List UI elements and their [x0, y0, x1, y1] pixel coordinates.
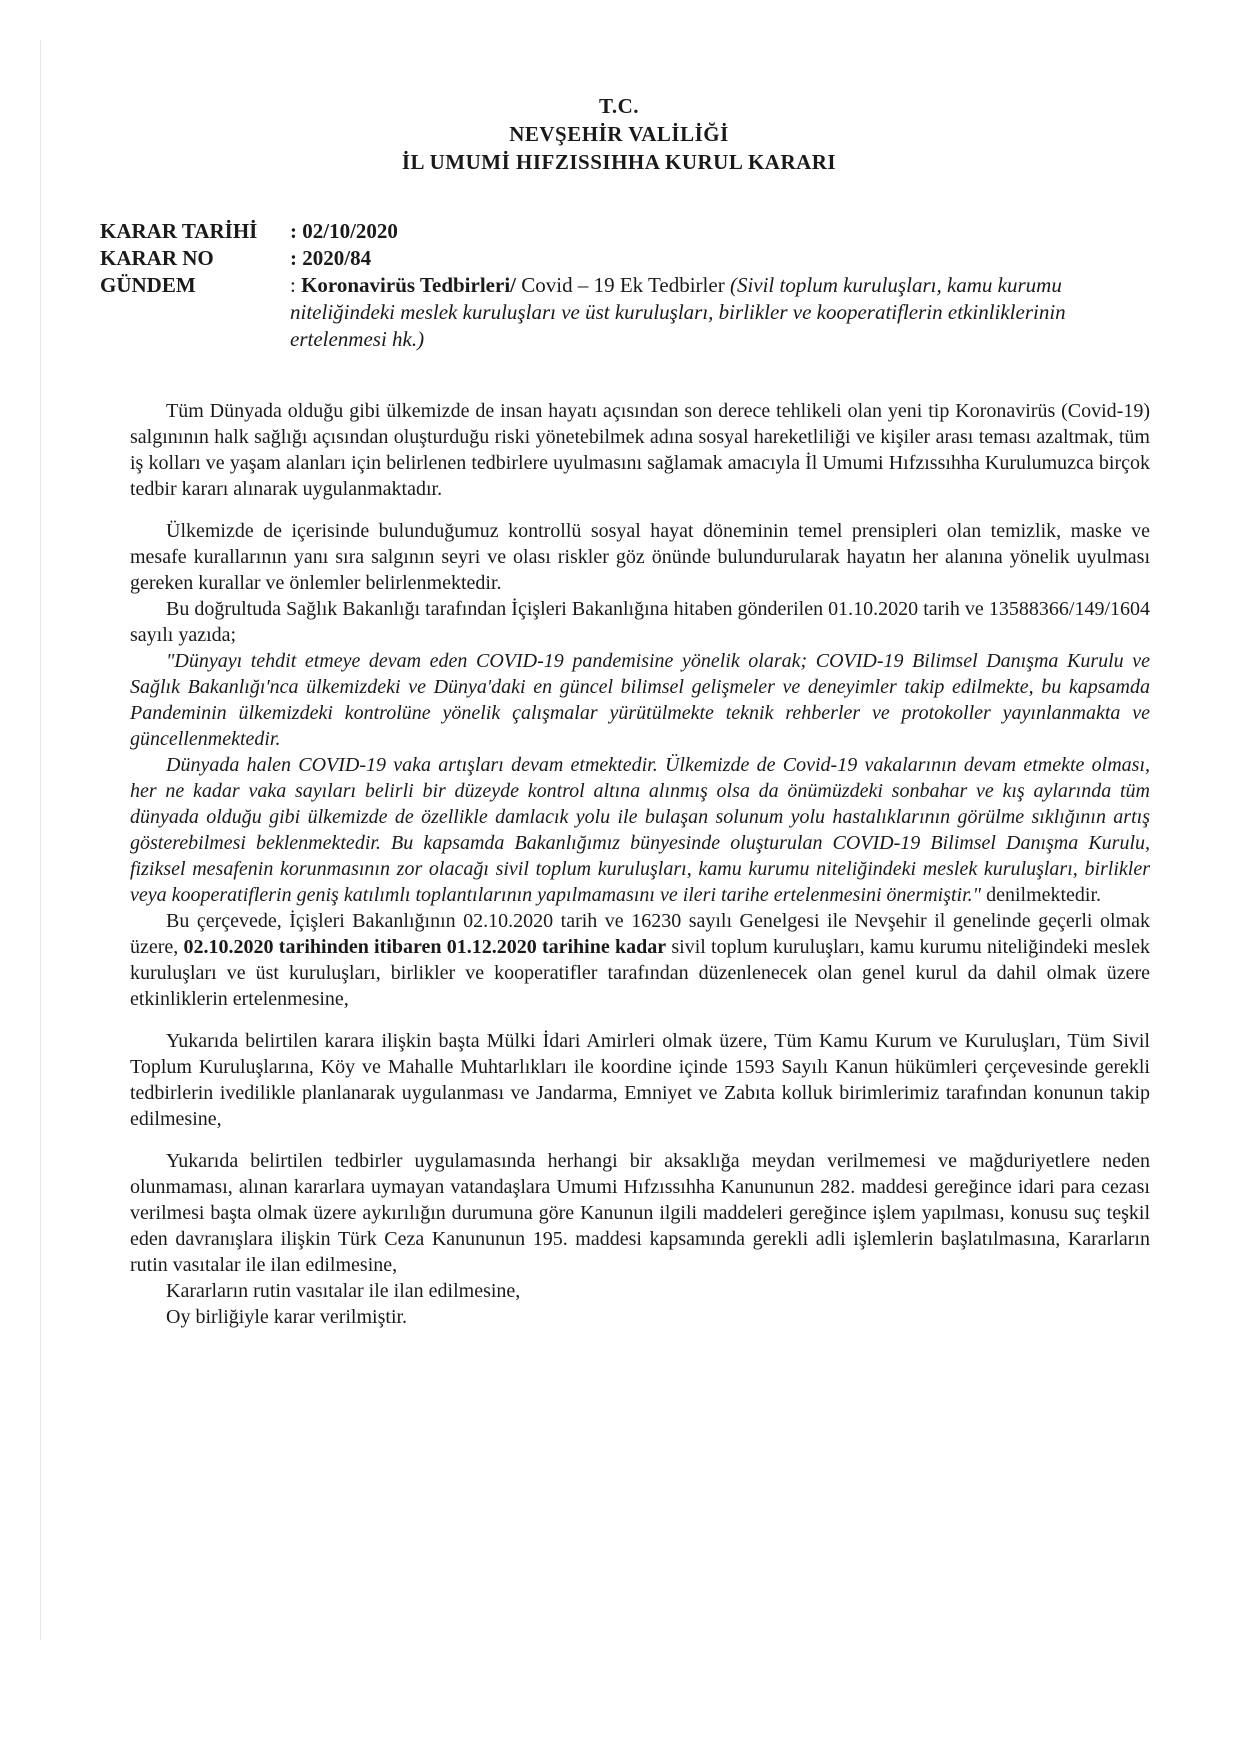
paragraph-5: Yukarıda belirtilen karara ilişkin başta Mülki İdari Amirleri olmak üzere, Tüm Kamu Kurum ve Kuruluşları, Tüm Sivil Toplum Kuruluşlarına, Köy ve Mahalle Muhtarlıkları ile koordine içinde 1593 Sayılı Kanun hükümleri çerçevesinde gerekli tedbirlerin ivedilikle planlanarak uygulanması ve Jandarma, Emniyet ve Zabıta kolluk birimlerimiz tarafından konunun takip edilmesine, — [130, 1030, 1150, 1130]
header-decision-title: İL UMUMİ HIFZISSIHHA KURUL KARARI — [401, 150, 837, 174]
document-header — [0, 92, 1238, 176]
quote-2: Dünyada halen COVID-19 vaka artışları devam etmektedir. Ülkemizde de Covid-19 vakalarının devam etmekte olması, her ne kadar vaka sayıları belirli bir düzeyde kontrol altına alınmış olsa da önümüzdeki sonbahar ve kış aylarında tüm dünyada olduğu gibi ülkemizde de özellikle damlacık yolu ile bulaşan solunum yolu hastalıklarının görülme sıklığının artış gösterebilmesi beklenmektedir. Bu kapsamda Bakanlığımız bünyesinde oluşturulan COVID-19 Bilimsel Danışma Kurulu, fiziksel mesafenin korunmasının zor olacağı sivil toplum kuruluşları, kamu kurumu niteliğindeki meslek kuruluşları, birlikler veya kooperatiflerin geniş katılımlı toplantılarının yapılmamasını ve ileri tarihe ertelenmesini önermiştir." — [130, 754, 1150, 906]
scan-edge-mark — [40, 40, 41, 1640]
paragraph-7: Kararların rutin vasıtalar ile ilan edilmesine, — [166, 1280, 521, 1302]
paragraph-4-b: sivil toplum kuruluşları, kamu kurumu niteliğindeki meslek kuruluşları ve üst kuruluşları, birlikler ve kooperatifler tarafından düzenlenecek olan genel kurul da dahil olmak üzere etkinliklerin ertelenmesine, — [130, 936, 1151, 1010]
meta-no-label: KARAR NO — [100, 246, 214, 270]
agenda-normal: Covid – 19 Ek Tedbirler — [516, 273, 730, 297]
decision-body — [130, 398, 1150, 1330]
agenda-prefix: : — [290, 273, 302, 297]
paragraph-1: Tüm Dünyada olduğu gibi ülkemizde de insan hayatı açısından son derece tehlikeli olan yeni tip Koronavirüs (Covid-19) salgınının halk sağlığı açısından oluşturduğu riski yönetebilmek adına sosyal hareketliliği ve kişiler arası teması azaltmak, tüm iş kolları ve yaşam alanları için belirlenen tedbirlere uyulmasını sağlamak amacıyla İl Umumi Hıfzıssıhha Kurulumuzca birçok tedbir kararı alınarak uygulanmaktadır. — [130, 400, 1150, 500]
meta-agenda-label: GÜNDEM — [100, 273, 196, 297]
meta-no-value: : 2020/84 — [290, 246, 372, 270]
agenda-italic: (Sivil toplum kuruluşları, kamu kurumu niteliğindeki meslek kuruluşları ve üst kuruluşları, birlikler ve kooperatiflerin etkinliklerinin ertelenmesi hk.) — [290, 273, 1066, 351]
paragraph-8: Oy birliğiyle karar verilmiştir. — [166, 1306, 408, 1328]
agenda-bold: Koronavirüs Tedbirleri/ — [301, 273, 516, 297]
header-governorship: NEVŞEHİR VALİLİĞİ — [509, 122, 729, 146]
header-tc: T.C. — [598, 94, 640, 118]
paragraph-4-a: Bu çerçevede, İçişleri Bakanlığının 02.10.2020 tarih ve 16230 sayılı Genelgesi ile Nevşehir il genelinde geçerli olmak üzere, — [130, 910, 1150, 958]
paragraph-2: Ülkemizde de içerisinde bulunduğumuz kontrollü sosyal hayat döneminin temel prensipleri olan temizlik, maske ve mesafe kurallarının yanı sıra salgının seyri ve olası riskler göz önünde bulundurularak hayatın her alanına yönelik uyulması gereken kurallar ve önlemler belirlenmektedir. — [130, 520, 1150, 594]
paragraph-4 — [130, 908, 1150, 1012]
paragraph-6: Yukarıda belirtilen tedbirler uygulamasında herhangi bir aksaklığa meydan verilmemesi ve mağduriyetlere neden olunmaması, alınan kararlara uymayan vatandaşlara Umumi Hıfzıssıhha Kanununun 282. maddesi gereğince idari para cezası verilmesi başta olmak üzere aykırılığın durumuna göre Kanunun ilgili maddeleri gereğince işlem yapılması, konusu suç teşkil eden davranışlara ilişkin Türk Ceza Kanununun 195. maddesi kapsamında gerekli adli işlemlerin başlatılmasına, Kararların rutin vasıtalar ile ilan edilmesine, — [130, 1150, 1150, 1276]
meta-date-value: : 02/10/2020 — [290, 219, 398, 243]
meta-date-label: KARAR TARİHİ — [100, 219, 258, 243]
meta-agenda-row — [100, 272, 1140, 353]
paragraph-4-bold: 02.10.2020 tarihinden itibaren 01.12.2020 tarihine kadar — [183, 936, 667, 958]
paragraph-3: Bu doğrultuda Sağlık Bakanlığı tarafından İçişleri Bakanlığına hitaben gönderilen 01.10.2020 tarih ve 13588366/149/1604 sayılı yazıda; — [130, 598, 1150, 646]
quote-2-paragraph — [130, 752, 1150, 908]
decision-meta — [100, 218, 1140, 353]
quote-1: "Dünyayı tehdit etmeye devam eden COVID-19 pandemisine yönelik olarak; COVID-19 Bilimsel Danışma Kurulu ve Sağlık Bakanlığı'nca ülkemizdeki ve Dünya'daki en güncel bilimsel gelişmeler ve deneyimler takip edilmekte, bu kapsamda Pandeminin ülkemizdeki kontrolüne yönelik çalışmalar yürütülmekte teknik rehberler ve protokoller yayınlanmakta ve güncellenmektedir. — [130, 650, 1150, 750]
meta-agenda-value — [290, 272, 1140, 353]
quote-2-tail: denilmektedir. — [981, 884, 1102, 906]
meta-no-row — [100, 245, 1140, 272]
meta-date-row — [100, 218, 1140, 245]
